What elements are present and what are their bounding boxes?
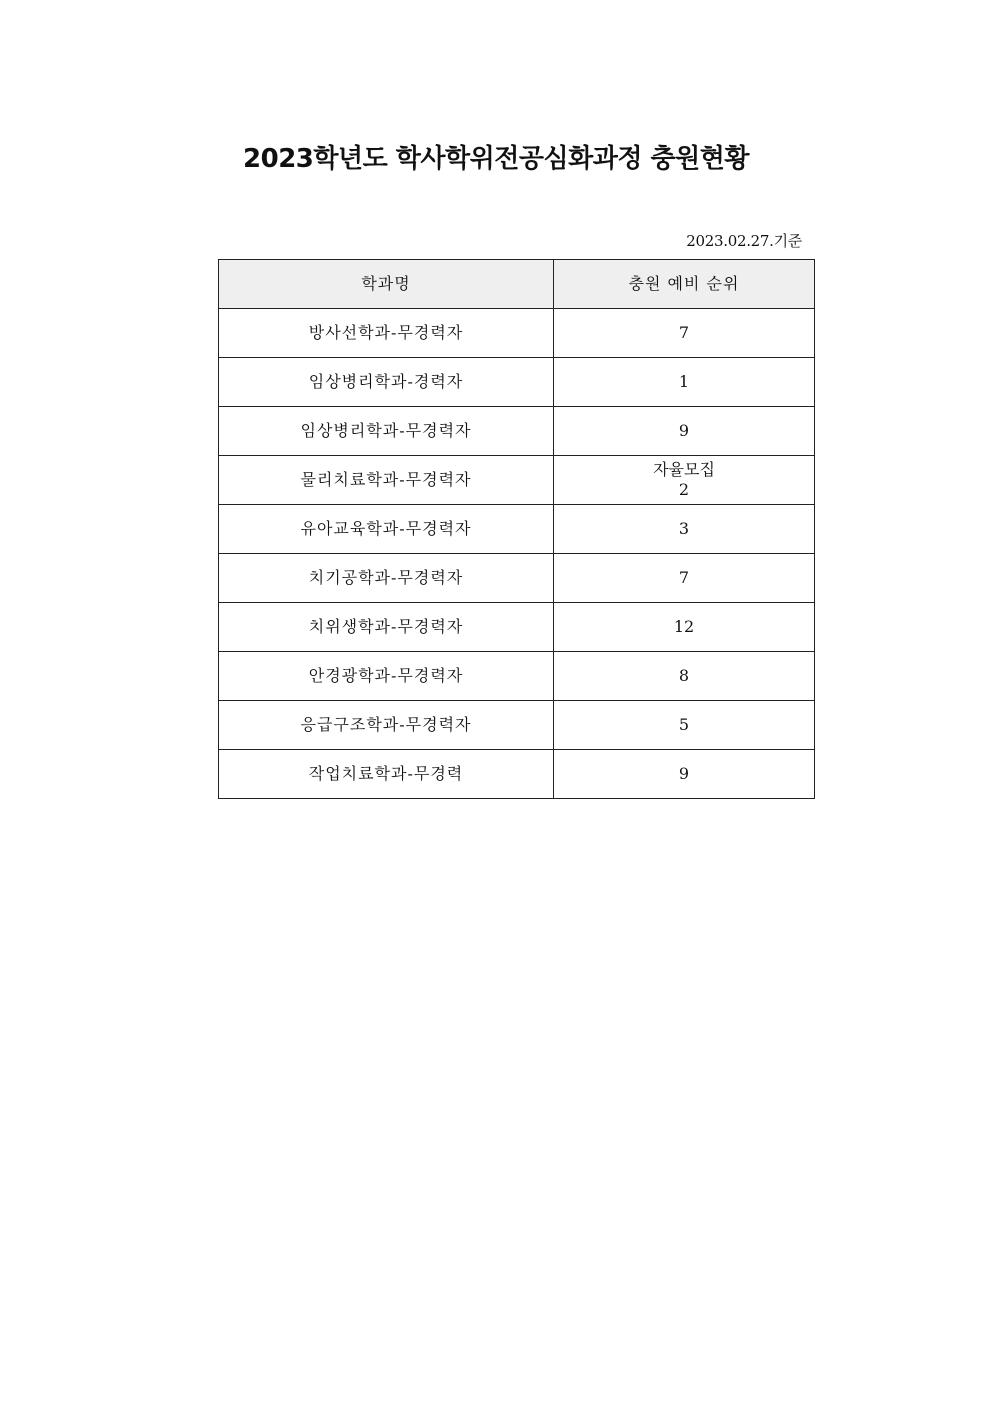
department-cell: 임상병리학과-무경력자 <box>219 407 554 456</box>
table-row <box>219 505 815 554</box>
rank-cell: 3 <box>554 505 815 554</box>
header-department: 학과명 <box>219 260 554 309</box>
table-row <box>219 456 815 505</box>
rank-cell: 7 <box>554 554 815 603</box>
table-row <box>219 309 815 358</box>
table-row <box>219 750 815 799</box>
recruitment-status-table <box>218 259 815 799</box>
page-title: 2023학년도 학사학위전공심화과정 충원현황 <box>243 144 749 174</box>
department-cell: 물리치료학과-무경력자 <box>219 456 554 505</box>
department-cell: 작업치료학과-무경력 <box>219 750 554 799</box>
rank-cell: 8 <box>554 652 815 701</box>
table-row <box>219 603 815 652</box>
table-row <box>219 554 815 603</box>
rank-cell <box>554 456 815 505</box>
rank-cell: 9 <box>554 750 815 799</box>
table-row <box>219 407 815 456</box>
rank-cell: 9 <box>554 407 815 456</box>
table-header-row <box>219 260 815 309</box>
department-cell: 방사선학과-무경력자 <box>219 309 554 358</box>
rank-cell: 7 <box>554 309 815 358</box>
rank-value: 2 <box>678 480 690 499</box>
rank-cell: 1 <box>554 358 815 407</box>
table-row <box>219 652 815 701</box>
department-cell: 안경광학과-무경력자 <box>219 652 554 701</box>
rank-note: 자율모집 <box>653 460 715 479</box>
rank-cell: 5 <box>554 701 815 750</box>
department-cell: 응급구조학과-무경력자 <box>219 701 554 750</box>
department-cell: 임상병리학과-경력자 <box>219 358 554 407</box>
basis-date: 2023.02.27.기준 <box>686 232 802 250</box>
table-row <box>219 701 815 750</box>
rank-cell: 12 <box>554 603 815 652</box>
header-rank: 충원 예비 순위 <box>554 260 815 309</box>
department-cell: 유아교육학과-무경력자 <box>219 505 554 554</box>
table-row <box>219 358 815 407</box>
department-cell: 치위생학과-무경력자 <box>219 603 554 652</box>
department-cell: 치기공학과-무경력자 <box>219 554 554 603</box>
